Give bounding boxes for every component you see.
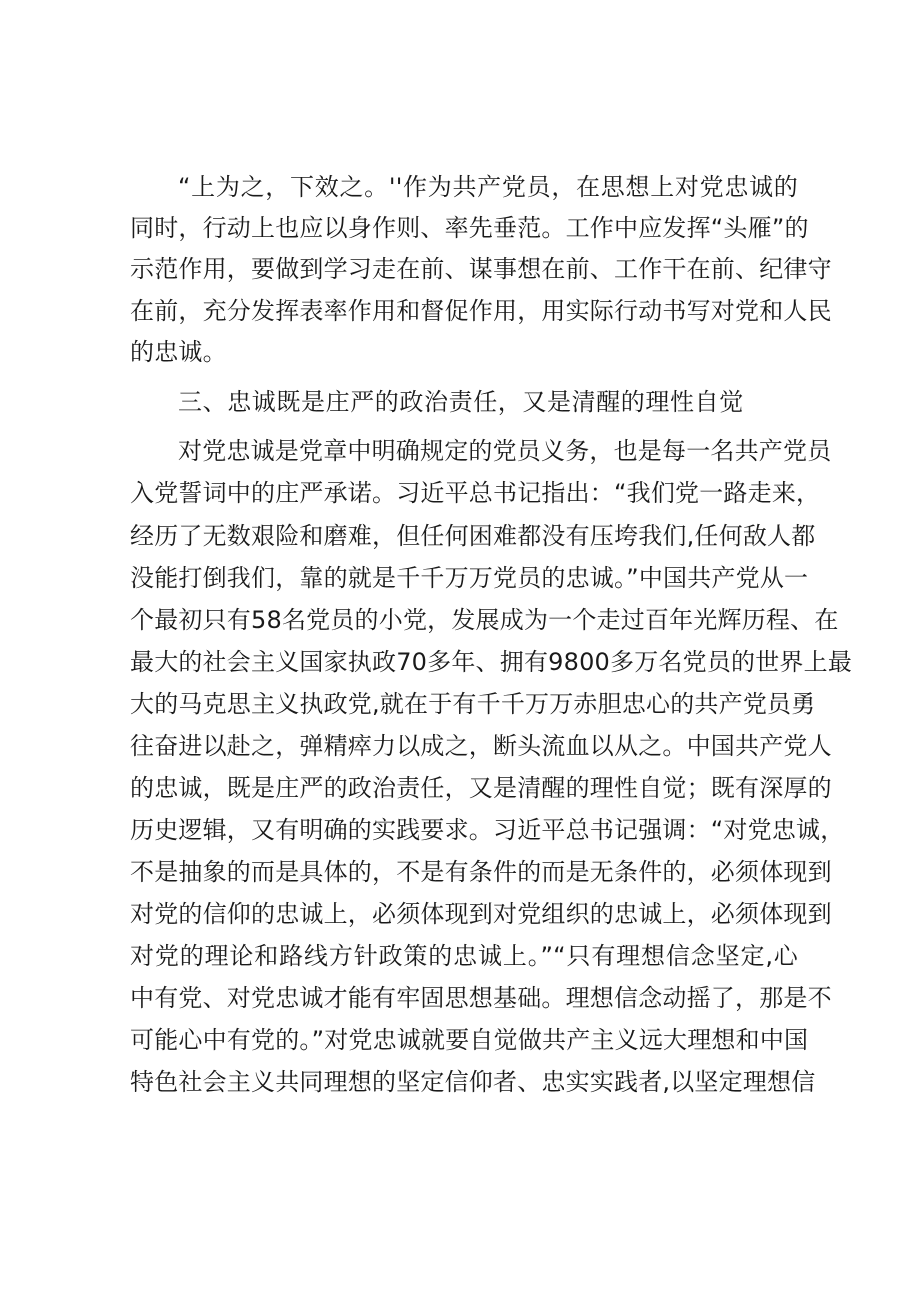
paragraph-2-line-14: 中有党、对党忠诚才能有牢固思想基础。理想信念动摇了，那是不: [130, 984, 832, 1012]
paragraph-2-line-5: 个最初只有58名党员的小党，发展成为一个走过百年光辉历程、在: [130, 606, 839, 634]
paragraph-2-line-3: 经历了无数艰险和磨难，但任何困难都没有压垮我们,任何敌人都: [130, 522, 816, 550]
paragraph-2-line-16: 特色社会主义共同理想的坚定信仰者、忠实实践者,以坚定理想信: [130, 1068, 816, 1096]
paragraph-1-line-4: 在前，充分发挥表率作用和督促作用，用实际行动书写对党和人民: [130, 297, 832, 325]
paragraph-2-line-12: 对党的信仰的忠诚上，必须体现到对党组织的忠诚上，必须体现到: [130, 900, 832, 928]
paragraph-2-line-7: 大的马克思主义执政党,就在于有千千万万赤胆忠心的共产党员勇: [130, 690, 816, 718]
paragraph-1-line-2: 同时，行动上也应以身作则、率先垂范。工作中应发挥“头雁”的: [130, 214, 809, 242]
paragraph-1-line-1: “上为之，下效之。''作为共产党员，在思想上对党忠诚的: [178, 173, 798, 201]
paragraph-1-line-3: 示范作用，要做到学习走在前、谋事想在前、工作干在前、纪律守: [130, 255, 832, 283]
paragraph-2-line-9: 的忠诚，既是庄严的政治责任，又是清醒的理性自觉；既有深厚的: [130, 774, 832, 802]
paragraph-2-line-13: 对党的理论和路线方针政策的忠诚上。”“只有理想信念坚定,心: [130, 942, 798, 970]
paragraph-2-line-1: 对党忠诚是党章中明确规定的党员义务，也是每一名共产党员: [178, 437, 832, 465]
section-heading: 三、忠诚既是庄严的政治责任，又是清醒的理性自觉: [178, 388, 744, 416]
paragraph-1-line-5: 的忠诚。: [130, 338, 227, 366]
paragraph-2-line-8: 往奋进以赴之，弹精瘁力以成之，断头流血以从之。中国共产党人: [130, 732, 832, 760]
paragraph-2-line-2: 入党誓词中的庄严承诺。习近平总书记指出：“我们党一路走来，: [130, 479, 821, 507]
paragraph-2-line-15: 可能心中有党的。”对党忠诚就要自觉做共产主义远大理想和中国: [130, 1026, 809, 1054]
paragraph-2-line-6: 最大的社会主义国家执政70多年、拥有9800多万名党员的世界上最: [130, 648, 853, 676]
paragraph-2-line-10: 历史逻辑，又有明确的实践要求。习近平总书记强调：“对党忠诚，: [130, 816, 845, 844]
paragraph-2-line-11: 不是抽象的而是具体的，不是有条件的而是无条件的，必须体现到: [130, 858, 832, 886]
paragraph-2-line-4: 没能打倒我们，靠的就是千千万万党员的忠诚。”中国共产党从一: [130, 564, 809, 592]
